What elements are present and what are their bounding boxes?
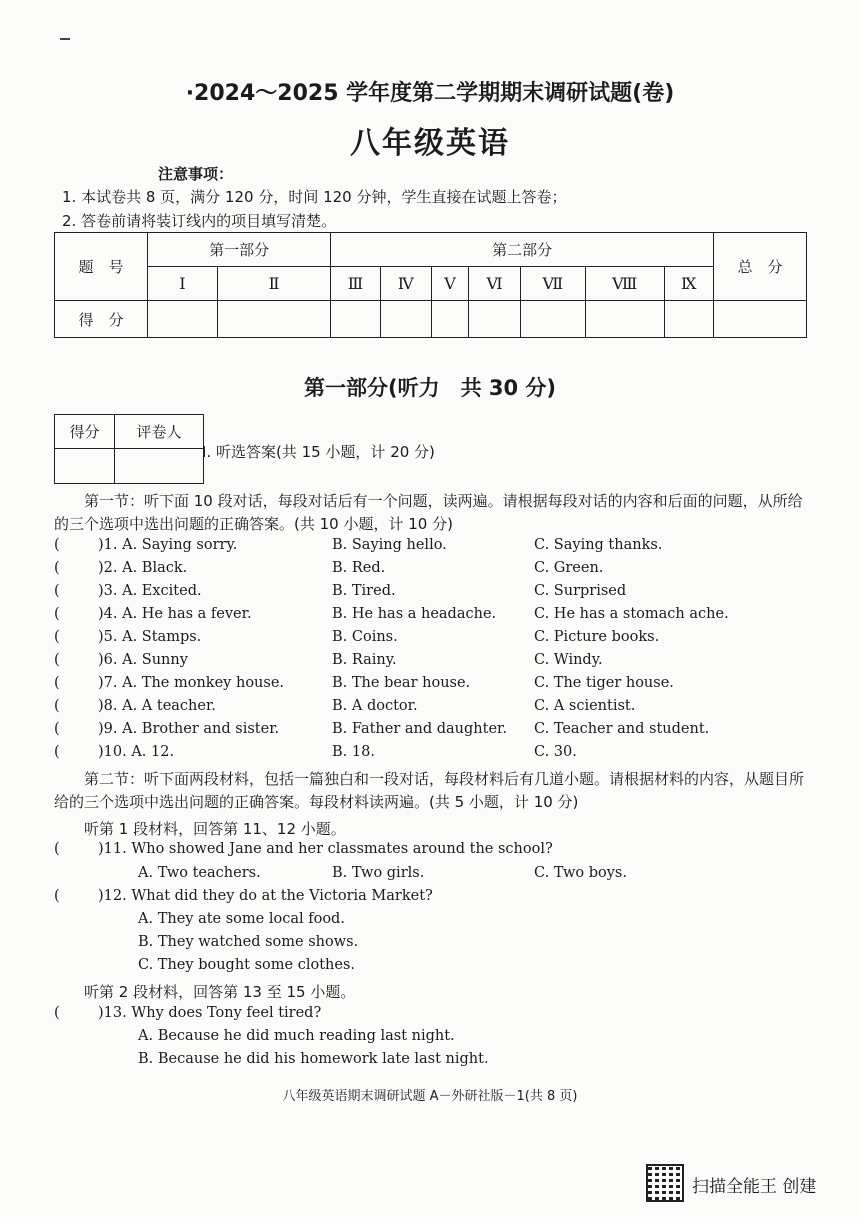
question-text: )8. A. A teacher. bbox=[98, 698, 216, 714]
option-b: B. A doctor. bbox=[332, 698, 418, 714]
option-b: B. They watched some shows. bbox=[138, 934, 359, 950]
answer-bracket[interactable]: ( bbox=[54, 537, 60, 553]
option-b: B. 18. bbox=[332, 744, 375, 760]
subject-title: 八年级英语 bbox=[350, 126, 510, 161]
section-i-title: Ⅰ. 听选答案(共 15 小题，计 20 分) bbox=[202, 443, 435, 461]
part2-header: 第二部分 bbox=[331, 233, 714, 267]
option-c: C. Green. bbox=[534, 560, 604, 576]
answer-bracket[interactable]: ( bbox=[54, 652, 60, 668]
question-item bbox=[54, 629, 814, 651]
option-c: C. Windy. bbox=[534, 652, 603, 668]
section-header: Ⅶ bbox=[520, 267, 585, 301]
section-header: Ⅱ bbox=[217, 267, 330, 301]
section-header: Ⅲ bbox=[331, 267, 380, 301]
row-label-score: 得 分 bbox=[55, 301, 148, 338]
score-cell[interactable] bbox=[664, 301, 713, 338]
section-header: Ⅵ bbox=[469, 267, 520, 301]
section2-intro: 第二节：听下面两段材料，包括一篇独白和一段对话，每段材料后有几道小题。请根据材料的内容，从题目所给的三个选项中选出问题的正确答案。每段材料读两遍。(共 5 小题，计 10 分) bbox=[54, 770, 805, 811]
question-item bbox=[54, 698, 814, 720]
question-text: )3. A. Excited. bbox=[98, 583, 202, 599]
answer-bracket[interactable]: ( bbox=[54, 560, 60, 576]
question-item bbox=[54, 841, 814, 863]
option-c: C. Two boys. bbox=[534, 865, 627, 881]
question-text: )12. What did they do at the Victoria Market? bbox=[98, 888, 433, 904]
material1-instruction: 听第 1 段材料，回答第 11、12 小题。 bbox=[84, 820, 346, 838]
qr-code-icon bbox=[646, 1164, 684, 1202]
option-b: B. Tired. bbox=[332, 583, 396, 599]
row-label-number: 题 号 bbox=[55, 233, 148, 301]
score-cell[interactable] bbox=[469, 301, 520, 338]
answer-bracket[interactable]: ( bbox=[54, 1005, 60, 1021]
question-text: )11. Who showed Jane and her classmates around the school? bbox=[98, 841, 553, 857]
question-item bbox=[54, 537, 814, 559]
option-c: C. Surprised bbox=[534, 583, 627, 599]
option-a: A. They ate some local food. bbox=[138, 911, 345, 927]
question-item bbox=[54, 652, 814, 674]
scan-mark bbox=[60, 38, 70, 40]
question-item bbox=[54, 888, 814, 910]
answer-bracket[interactable]: ( bbox=[54, 744, 60, 760]
option-b: B. Because he did his homework late last night. bbox=[138, 1051, 489, 1067]
answer-bracket[interactable]: ( bbox=[54, 698, 60, 714]
grader-name-cell[interactable] bbox=[114, 449, 203, 484]
scanner-watermark: 扫描全能王 创建 bbox=[692, 1177, 817, 1197]
answer-bracket[interactable]: ( bbox=[54, 888, 60, 904]
section-header: Ⅷ bbox=[585, 267, 664, 301]
question-item bbox=[54, 1005, 814, 1027]
grader-name-label: 评卷人 bbox=[114, 415, 203, 449]
answer-bracket[interactable]: ( bbox=[54, 675, 60, 691]
score-table bbox=[54, 232, 807, 338]
exam-title: ·2024～2025 学年度第二学期期末调研试题(卷) bbox=[185, 81, 675, 106]
answer-bracket[interactable]: ( bbox=[54, 606, 60, 622]
option-b: B. Father and daughter. bbox=[332, 721, 507, 737]
option-c: C. Teacher and student. bbox=[534, 721, 710, 737]
score-cell[interactable] bbox=[380, 301, 431, 338]
page-footer: 八年级英语期末调研试题 A－外研社版－1(共 8 页) bbox=[282, 1089, 578, 1104]
question-item bbox=[54, 606, 814, 628]
answer-bracket[interactable]: ( bbox=[54, 721, 60, 737]
score-cell[interactable] bbox=[431, 301, 469, 338]
option-b: B. Saying hello. bbox=[332, 537, 447, 553]
question-item bbox=[54, 721, 814, 743]
section-header: Ⅳ bbox=[380, 267, 431, 301]
option-b: B. The bear house. bbox=[332, 675, 471, 691]
question-text: )5. A. Stamps. bbox=[98, 629, 202, 645]
option-c: C. The tiger house. bbox=[534, 675, 674, 691]
total-header: 总 分 bbox=[714, 233, 807, 301]
score-cell[interactable] bbox=[585, 301, 664, 338]
option-a: A. Because he did much reading last night. bbox=[138, 1028, 455, 1044]
question-text: )1. A. Saying sorry. bbox=[98, 537, 238, 553]
material2-instruction: 听第 2 段材料，回答第 13 至 15 小题。 bbox=[84, 983, 356, 1001]
question-text: )13. Why does Tony feel tired? bbox=[98, 1005, 322, 1021]
answer-bracket[interactable]: ( bbox=[54, 629, 60, 645]
question-text: )9. A. Brother and sister. bbox=[98, 721, 280, 737]
option-c: C. He has a stomach ache. bbox=[534, 606, 729, 622]
question-text: )10. A. 12. bbox=[98, 744, 175, 760]
score-cell[interactable] bbox=[148, 301, 218, 338]
notice-item-1: 1. 本试卷共 8 页，满分 120 分，时间 120 分钟，学生直接在试题上答卷； bbox=[62, 188, 567, 206]
part1-header: 第一部分 bbox=[148, 233, 331, 267]
score-cell[interactable] bbox=[331, 301, 380, 338]
question-text: )2. A. Black. bbox=[98, 560, 188, 576]
notice-heading: 注意事项： bbox=[158, 165, 234, 183]
score-cell[interactable] bbox=[217, 301, 330, 338]
grader-box bbox=[54, 414, 204, 484]
answer-bracket[interactable]: ( bbox=[54, 583, 60, 599]
option-c: C. Saying thanks. bbox=[534, 537, 663, 553]
question-text: )6. A. Sunny bbox=[98, 652, 188, 668]
question-item bbox=[54, 675, 814, 697]
part1-title: 第一部分(听力 共 30 分) bbox=[303, 376, 557, 400]
option-b: B. Two girls. bbox=[332, 865, 425, 881]
question-text: )4. A. He has a fever. bbox=[98, 606, 252, 622]
question-item bbox=[54, 744, 814, 766]
notice-item-2: 2. 答卷前请将装订线内的项目填写清楚。 bbox=[62, 212, 337, 230]
option-b: B. Red. bbox=[332, 560, 386, 576]
option-c: C. 30. bbox=[534, 744, 577, 760]
option-c: C. They bought some clothes. bbox=[138, 957, 355, 973]
total-score-cell[interactable] bbox=[714, 301, 807, 338]
answer-bracket[interactable]: ( bbox=[54, 841, 60, 857]
option-c: C. Picture books. bbox=[534, 629, 660, 645]
option-c: C. A scientist. bbox=[534, 698, 636, 714]
section-header: Ⅰ bbox=[148, 267, 218, 301]
grader-score-label: 得分 bbox=[55, 415, 115, 449]
option-b: B. Rainy. bbox=[332, 652, 397, 668]
section-header: Ⅸ bbox=[664, 267, 713, 301]
option-a: A. Two teachers. bbox=[138, 865, 261, 881]
question-text: )7. A. The monkey house. bbox=[98, 675, 285, 691]
question-item bbox=[54, 560, 814, 582]
score-cell[interactable] bbox=[520, 301, 585, 338]
question-item bbox=[54, 583, 814, 605]
option-b: B. He has a headache. bbox=[332, 606, 497, 622]
grader-score-cell[interactable] bbox=[55, 449, 115, 484]
section-header: Ⅴ bbox=[431, 267, 469, 301]
section1-intro: 第一节：听下面 10 段对话，每段对话后有一个问题，读两遍。请根据每段对话的内容和后面的问题，从所给的三个选项中选出问题的正确答案。(共 10 小题，计 10 分) bbox=[54, 492, 803, 533]
option-b: B. Coins. bbox=[332, 629, 398, 645]
